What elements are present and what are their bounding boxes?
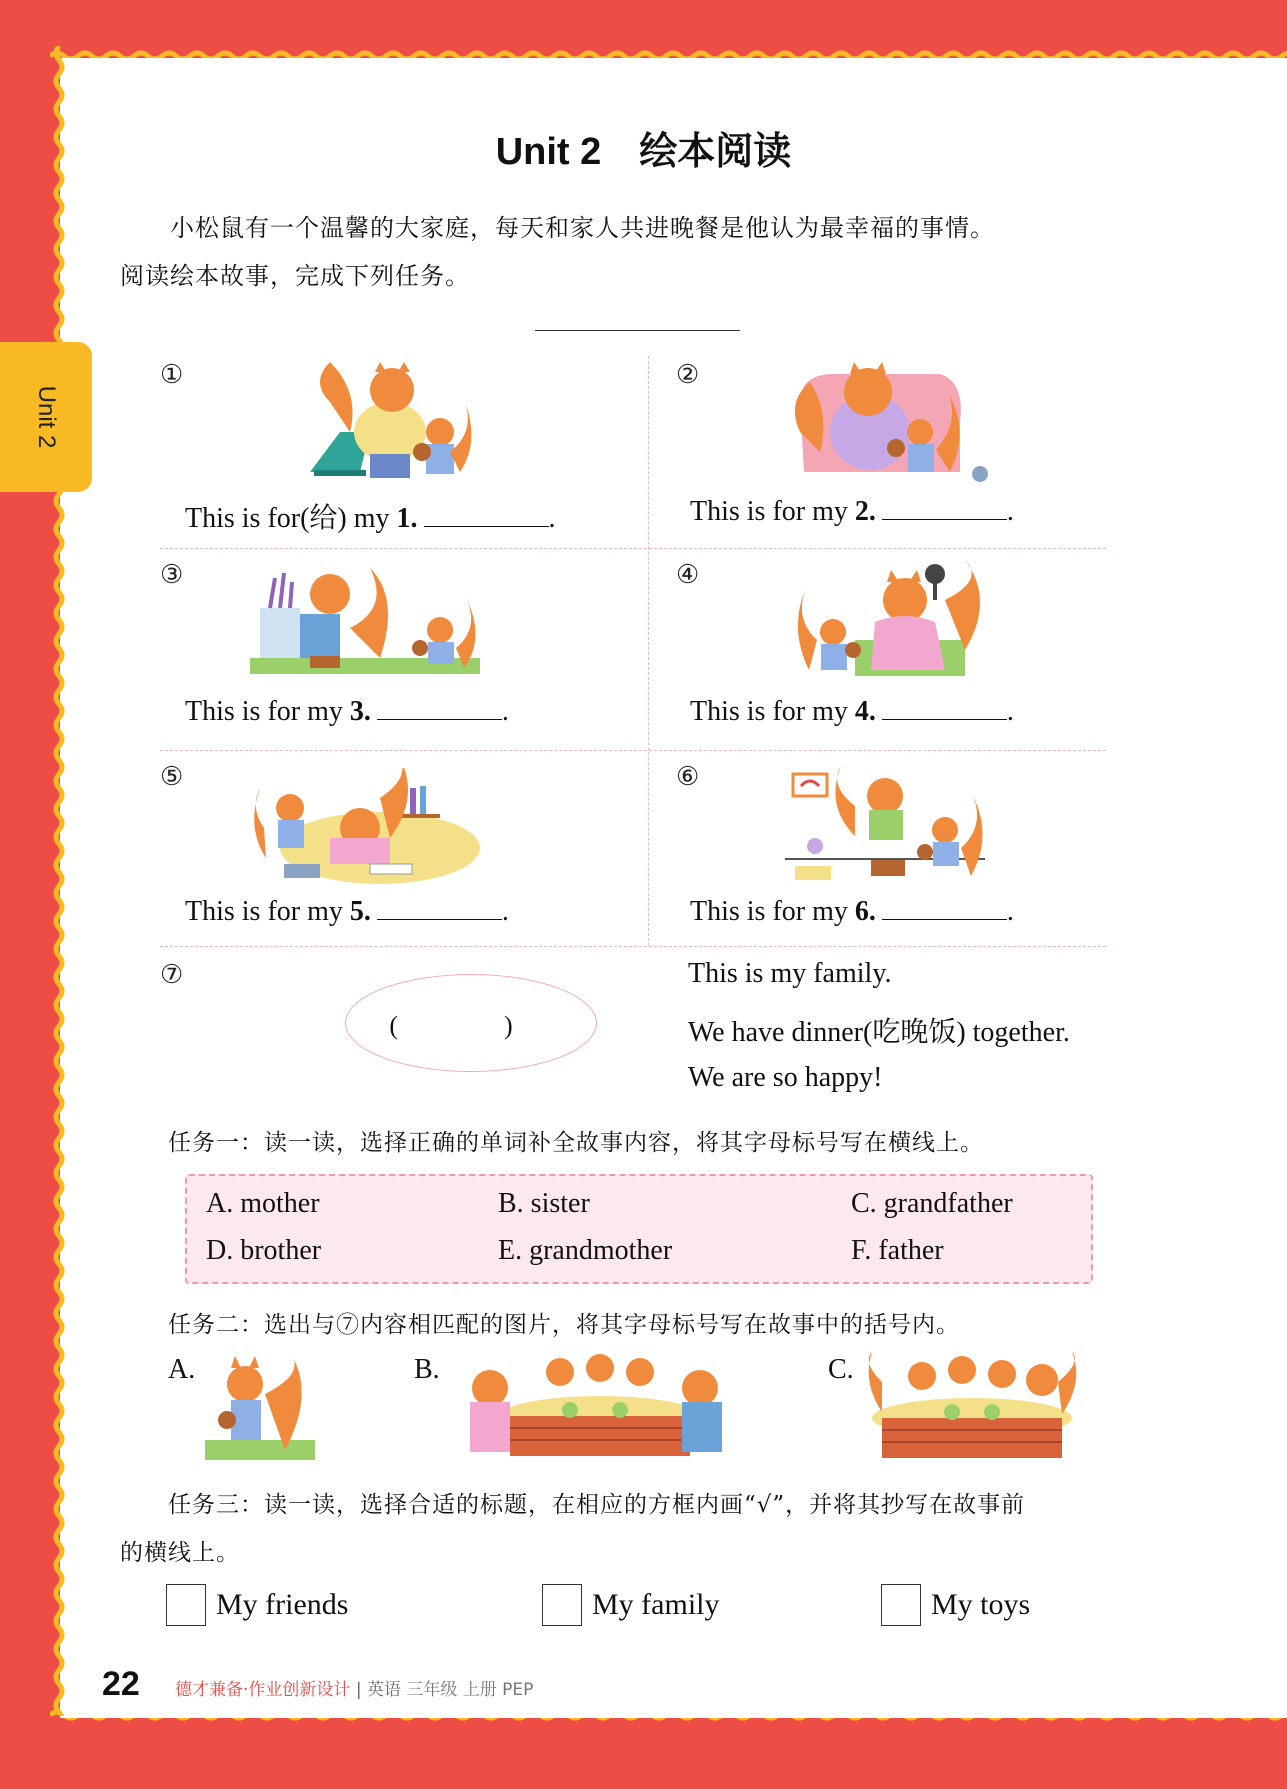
option-c: C. grandfather [851,1188,1013,1219]
intro-line-1: 小松鼠有一个温馨的大家庭，每天和家人共进晚餐是他认为最幸福的事情。 [170,214,995,242]
panel-3-number: ③ [160,560,184,590]
answer-blank-5[interactable] [377,897,502,920]
answer-blank-3[interactable] [377,697,502,720]
panel-7-number: ⑦ [160,960,184,990]
option-d: D. brother [206,1235,322,1266]
checkbox-my-family[interactable] [542,1584,582,1626]
task-2-instruction: 任务二：选出与⑦内容相匹配的图片，将其字母标号写在故事中的括号内。 [168,1312,960,1338]
panel-7-line-1: This is my family. [688,958,892,989]
page-number: 22 [102,1665,140,1703]
story-title-blank[interactable] [535,330,740,331]
page-title: Unit 2 绘本阅读 [495,131,792,173]
title-option-my-friends: My friends [216,1588,349,1621]
title-option-my-family: My family [592,1588,720,1621]
panel-1-sentence: This is for(给) my 1. . [185,503,556,534]
task-1-instruction: 任务一：读一读，选择正确的单词补全故事内容，将其字母标号写在横线上。 [168,1130,984,1156]
choice-a-illustration[interactable] [205,1354,315,1464]
panel-3-illustration [250,568,480,680]
unit-tab-label: Unit 2 [33,385,60,449]
task-3-instruction-line-1: 任务三：读一读，选择合适的标题，在相应的方框内画“√”，并将其抄写在故事前 [168,1492,1026,1518]
page-sheet [60,58,1287,1718]
choice-c-label: C. [828,1354,854,1385]
answer-blank-2[interactable] [882,497,1007,520]
panel-3-sentence: This is for my 3. . [185,696,509,727]
unit-tab[interactable] [0,342,92,492]
checkbox-my-friends[interactable] [166,1584,206,1626]
choice-c-illustration[interactable] [862,1352,1082,1464]
answer-blank-1[interactable] [424,504,549,527]
panel-6-illustration [785,766,995,890]
option-e: E. grandmother [498,1235,673,1266]
choice-a-label: A. [168,1354,196,1385]
story-row-divider [160,750,1106,751]
intro-text [120,204,1180,300]
choice-b-illustration[interactable] [450,1352,740,1464]
story-row-divider [160,548,1106,549]
story-row-divider [160,946,1106,947]
panel-5-sentence: This is for my 5. . [185,896,509,927]
task-3-instruction-line-2: 的横线上。 [120,1540,240,1566]
option-f: F. father [851,1235,944,1266]
panel-7-line-3: We are so happy! [688,1062,883,1093]
footer-series: 德才兼备·作业创新设计 | 英语 三年级 上册 PEP [175,1680,534,1700]
answer-blank-6[interactable] [882,897,1007,920]
panel-4-sentence: This is for my 4. . [690,696,1014,727]
panel-7-line-2: We have dinner(吃晚饭) together. [688,1017,1070,1048]
option-a: A. mother [206,1188,320,1219]
panel-5-illustration [250,768,480,886]
panel-4-number: ④ [676,560,700,590]
intro-line-2: 阅读绘本故事，完成下列任务。 [120,262,470,290]
panel-4-illustration [795,560,995,684]
title-option-my-toys: My toys [931,1588,1031,1621]
story-grid-divider [648,356,649,946]
panel-5-number: ⑤ [160,762,184,792]
frame-wave-left [48,46,70,1716]
panel-6-number: ⑥ [676,762,700,792]
checkbox-my-toys[interactable] [881,1584,921,1626]
answer-blank-4[interactable] [882,697,1007,720]
panel-2-illustration [790,362,1000,490]
panel-1-number: ① [160,360,184,390]
panel-2-sentence: This is for my 2. . [690,496,1014,527]
panel-2-number: ② [676,360,700,390]
panel-7-bracket: ( ) [389,1011,553,1040]
panel-6-sentence: This is for my 6. . [690,896,1014,927]
panel-7-answer-oval[interactable] [345,974,597,1072]
choice-b-label: B. [414,1354,440,1385]
panel-1-illustration [300,362,480,486]
option-b: B. sister [498,1188,590,1219]
